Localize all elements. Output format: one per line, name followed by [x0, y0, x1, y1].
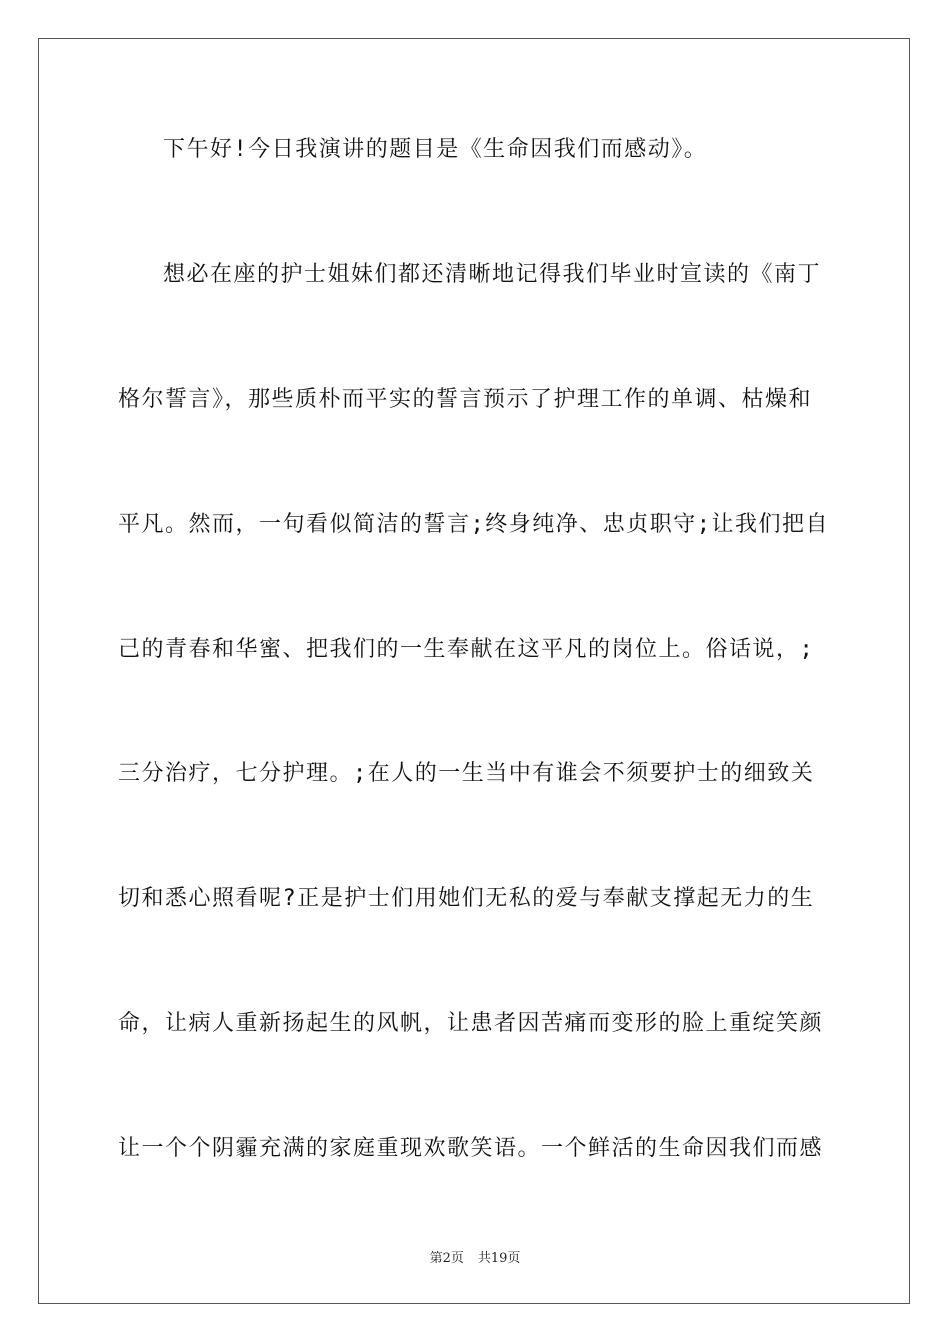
page-number: 第2页: [429, 1251, 464, 1266]
paragraph-2-line-3: 平凡。然而，一句看似简洁的誓言;终身纯净、忠贞职守;让我们把自: [118, 512, 829, 537]
page-frame: [38, 38, 910, 1304]
paragraph-2-line-2: 格尔誓言》，那些质朴而平实的誓言预示了护理工作的单调、枯燥和: [118, 387, 813, 412]
page-total: 共19页: [477, 1251, 521, 1266]
page-footer: [0, 1247, 950, 1266]
paragraph-2-line-7: 命，让病人重新扬起生的风帆，让患者因苦痛而变形的脸上重绽笑颜: [118, 1011, 824, 1036]
paragraph-2-line-6: 切和悉心照看呢?正是护士们用她们无私的爱与奉献支撑起无力的生: [118, 886, 815, 911]
paragraph-2-line-1: 想必在座的护士姐妹们都还清晰地记得我们毕业时宣读的《南丁: [163, 262, 822, 287]
paragraph-2-line-8: 让一个个阴霾充满的家庭重现欢歌笑语。一个鲜活的生命因我们而感: [118, 1136, 824, 1161]
paragraph-1-line-1: 下午好!今日我演讲的题目是《生命因我们而感动》。: [163, 137, 708, 162]
paragraph-2-line-4: 己的青春和华蜜、把我们的一生奉献在这平凡的岗位上。俗话说，;: [118, 637, 815, 662]
paragraph-2-line-5: 三分治疗，七分护理。;在人的一生当中有谁会不须要护士的细致关: [118, 761, 815, 786]
